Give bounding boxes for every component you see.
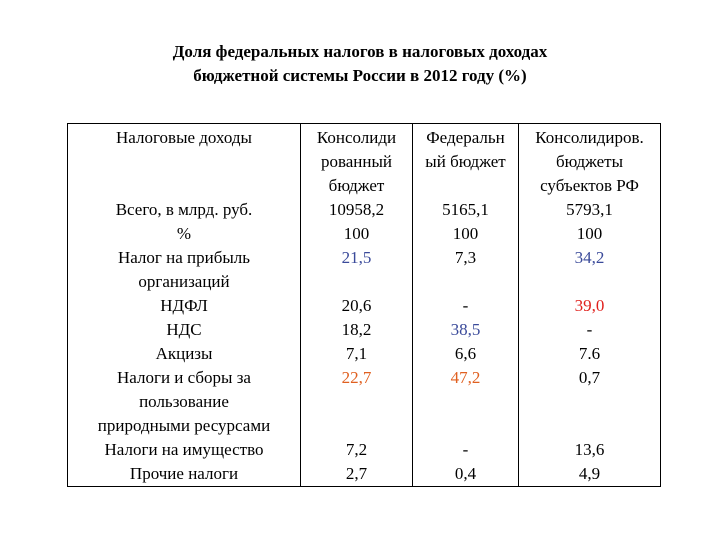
row-label-line: Прочие налоги [129, 464, 239, 483]
value-cell: 2,7 [301, 462, 413, 487]
row-label [68, 198, 301, 222]
value-cell: 5165,1 [413, 198, 519, 222]
value-cell: 6,6 [413, 342, 519, 366]
row-label-line: Налог на прибыль [117, 248, 251, 267]
tax-table [67, 123, 661, 487]
header-cell-3-line: субъектов РФ [540, 176, 639, 195]
value-cell: - [519, 318, 661, 342]
value-cell: 7,3 [413, 246, 519, 294]
value-cell: - [413, 294, 519, 318]
value-cell: 100 [301, 222, 413, 246]
row-label [68, 318, 301, 342]
value-cell: 39,0 [519, 294, 661, 318]
value-cell: 5793,1 [519, 198, 661, 222]
header-cell-0-line: Налоговые доходы [116, 128, 252, 147]
table-row [68, 294, 661, 318]
value-cell: 100 [413, 222, 519, 246]
value-cell: 20,6 [301, 294, 413, 318]
table-row [68, 246, 661, 294]
value-cell: 0,4 [413, 462, 519, 487]
value-cell: 22,7 [301, 366, 413, 438]
row-label-line: НДФЛ [160, 296, 208, 315]
row-label-line: Всего, в млрд. руб. [115, 200, 253, 219]
value-cell: 100 [519, 222, 661, 246]
value-cell: 7.6 [519, 342, 661, 366]
header-cell-2-line: Федеральн [426, 128, 505, 147]
title-line-2: бюджетной системы России в 2012 году (%) [193, 66, 527, 85]
value-cell: 34,2 [519, 246, 661, 294]
header-cell-3-line: бюджеты [555, 152, 624, 171]
value-cell: - [413, 438, 519, 462]
row-label-line: природными ресурсами [97, 416, 271, 435]
value-cell: 7,2 [301, 438, 413, 462]
table-row [68, 438, 661, 462]
value-cell: 7,1 [301, 342, 413, 366]
table-row [68, 462, 661, 487]
value-cell: 0,7 [519, 366, 661, 438]
table-row [68, 318, 661, 342]
table-row [68, 342, 661, 366]
header-cell-3 [519, 124, 661, 199]
header-row [68, 124, 661, 199]
value-cell: 4,9 [519, 462, 661, 487]
row-label [68, 246, 301, 294]
value-cell: 13,6 [519, 438, 661, 462]
row-label-line: организаций [138, 272, 230, 291]
value-cell: 21,5 [301, 246, 413, 294]
row-label [68, 294, 301, 318]
table-row [68, 222, 661, 246]
row-label [68, 462, 301, 487]
title-line-1: Доля федеральных налогов в налоговых доходах [172, 42, 548, 61]
value-cell: 18,2 [301, 318, 413, 342]
header-cell-2-line: ый бюджет [425, 152, 506, 171]
header-cell-1-line: рованный [320, 152, 393, 171]
row-label-line: % [176, 224, 192, 243]
table-row [68, 198, 661, 222]
header-cell-3-line: Консолидиров. [535, 128, 644, 147]
value-cell: 10958,2 [301, 198, 413, 222]
page-title [60, 40, 660, 88]
row-label-line: Акцизы [155, 344, 213, 363]
header-cell-0 [68, 124, 301, 199]
value-cell: 47,2 [413, 366, 519, 438]
header-cell-1-line: бюджет [328, 176, 385, 195]
row-label-line: НДС [166, 320, 202, 339]
row-label [68, 366, 301, 438]
row-label-line: пользование [139, 392, 229, 411]
table-row [68, 366, 661, 438]
header-cell-1-line: Консолиди [316, 128, 397, 147]
row-label-line: Налоги на имущество [104, 440, 264, 459]
row-label-line: Налоги и сборы за [117, 368, 251, 387]
value-cell: 38,5 [413, 318, 519, 342]
header-cell-1 [301, 124, 413, 199]
header-cell-2 [413, 124, 519, 199]
row-label [68, 438, 301, 462]
row-label [68, 342, 301, 366]
row-label [68, 222, 301, 246]
